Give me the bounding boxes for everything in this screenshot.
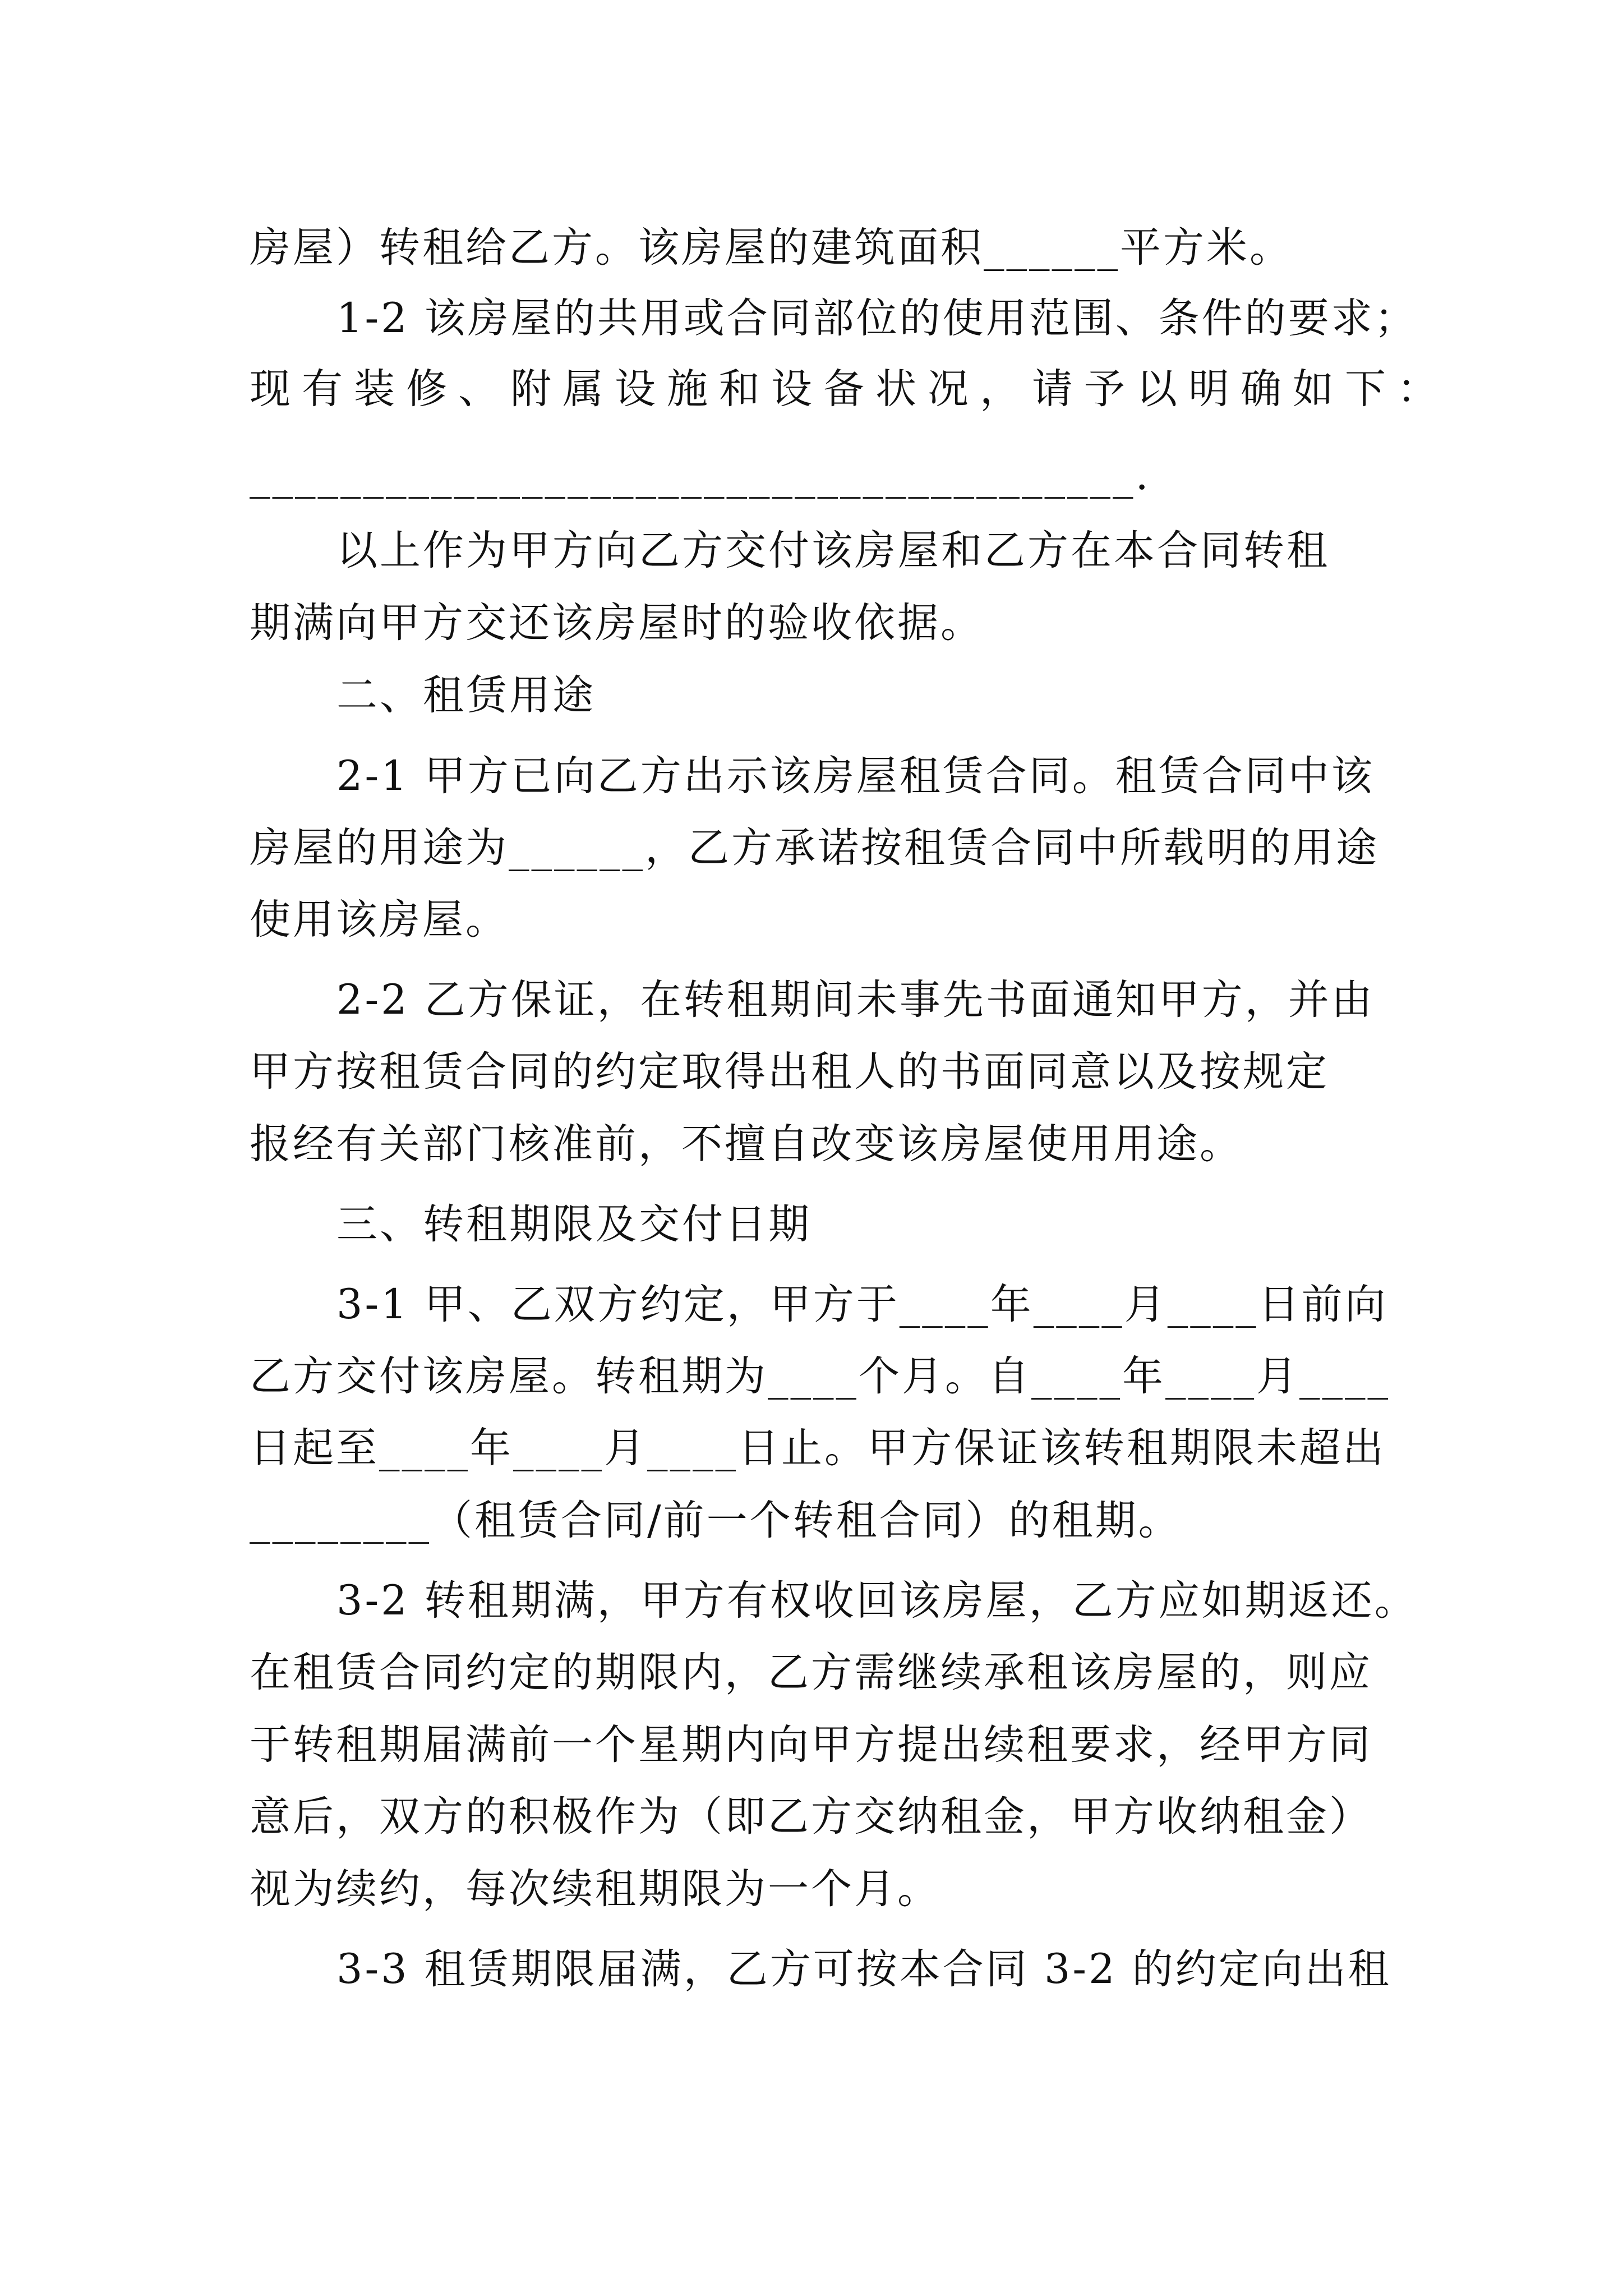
text-line: 3-2 转租期满，甲方有权收回该房屋，乙方应如期返还。 <box>336 1577 1418 1625</box>
text-line: 甲方按租赁合同的约定取得出租人的书面同意以及按规定 <box>250 1048 1329 1096</box>
text-line: 房屋的用途为______，乙方承诺按租赁合同中所载明的用途 <box>250 824 1379 872</box>
text-line: 现有装修、附属设施和设备状况，请予以明确如下： <box>250 365 1449 413</box>
text-line: 乙方交付该房屋。转租期为____个月。自____年____月____ <box>250 1352 1390 1400</box>
text-line: 3-1 甲、乙双方约定，甲方于____年____月____日前向 <box>336 1281 1388 1328</box>
text-line: 意后，双方的积极作为（即乙方交纳租金，甲方收纳租金） <box>250 1793 1372 1841</box>
text-line: 以上作为甲方向乙方交付该房屋和乙方在本合同转租 <box>336 527 1330 574</box>
text-line: 日起至____年____月____日止。甲方保证该转租期限未超出 <box>250 1424 1386 1472</box>
text-line: 视为续约，每次续租期限为一个月。 <box>250 1865 940 1913</box>
section-heading: 三、转租期限及交付日期 <box>336 1200 811 1248</box>
text-line: 2-1 甲方已向乙方出示该房屋租赁合同。租赁合同中该 <box>336 752 1375 800</box>
section-heading: 二、租赁用途 <box>336 671 596 719</box>
text-line: 房屋）转租给乙方。该房屋的建筑面积______平方米。 <box>250 224 1293 272</box>
text-line: ________（租赁合同/前一个转租合同）的租期。 <box>250 1497 1182 1544</box>
text-line: 3-3 租赁期限届满，乙方可按本合同 3-2 的约定向出租 <box>336 1945 1391 1993</box>
text-line: _______________________________________. <box>250 452 1151 499</box>
text-line: 2-2 乙方保证，在转租期间未事先书面通知甲方，并由 <box>336 976 1375 1024</box>
text-line: 期满向甲方交还该房屋时的验收依据。 <box>250 599 984 647</box>
text-line: 于转租期届满前一个星期内向甲方提出续租要求，经甲方同 <box>250 1721 1372 1769</box>
text-line: 使用该房屋。 <box>250 896 509 944</box>
text-line: 报经有关部门核准前，不擅自改变该房屋使用用途。 <box>250 1120 1243 1168</box>
text-line: 在租赁合同约定的期限内，乙方需继续承租该房屋的，则应 <box>250 1649 1372 1696</box>
text-line: 1-2 该房屋的共用或合同部位的使用范围、条件的要求； <box>336 295 1418 342</box>
